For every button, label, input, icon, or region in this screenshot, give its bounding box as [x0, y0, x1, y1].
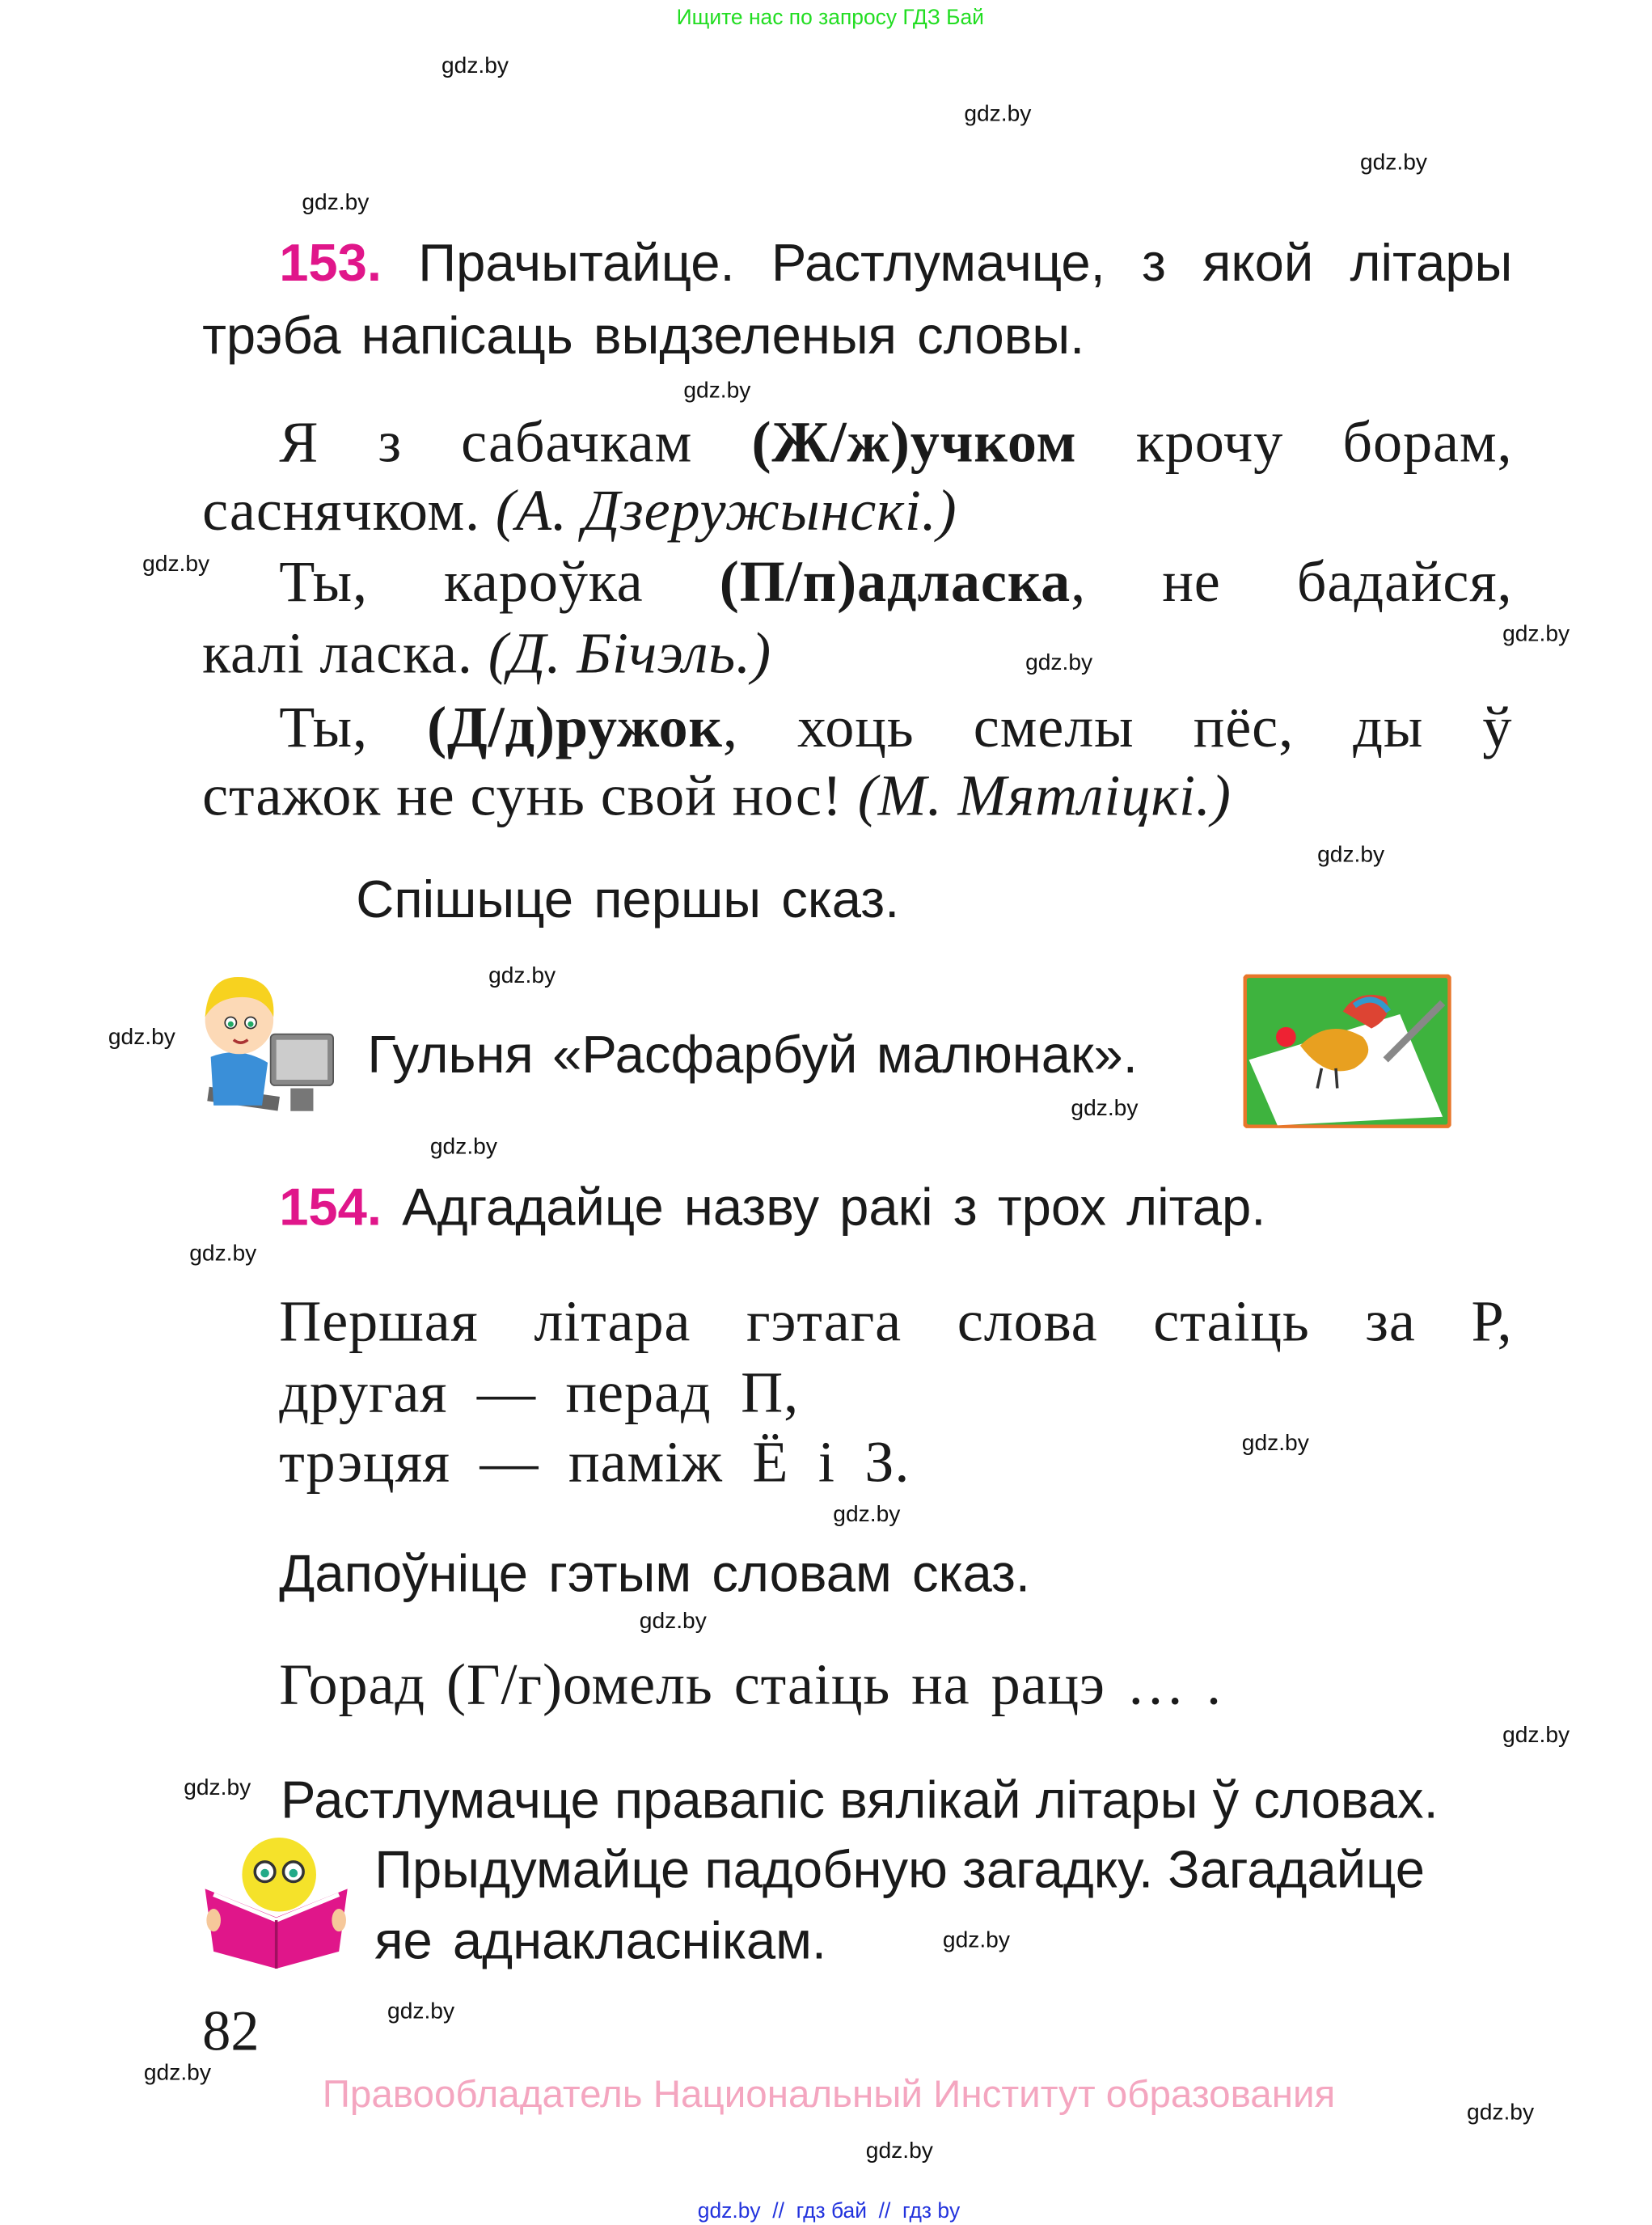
- text: калі ласка.: [202, 620, 488, 686]
- text: Ты, кароўка: [279, 548, 720, 615]
- poem-line: [279, 548, 1513, 615]
- watermark: gdz.by: [942, 1928, 1010, 1953]
- watermark: gdz.by: [683, 379, 751, 404]
- author: (Д. Бічэль.): [488, 620, 772, 686]
- watermark: gdz.by: [441, 53, 509, 78]
- header-promo[interactable]: Ищите нас по запросу ГДЗ Бай: [676, 6, 984, 30]
- poem-line: [202, 477, 957, 544]
- watermark: gdz.by: [1071, 1097, 1139, 1122]
- text: Ты,: [279, 693, 428, 759]
- watermark: gdz.by: [143, 2061, 211, 2086]
- text: крочу борам,: [1076, 408, 1513, 475]
- author: (М. Мятліцкі.): [857, 762, 1232, 828]
- exercise-number: 153.: [279, 233, 382, 293]
- text: , хоць смелы пёс, ды ў: [722, 693, 1513, 759]
- watermark: gdz.by: [639, 1610, 707, 1635]
- watermark: gdz.by: [1241, 1432, 1309, 1456]
- watermark: gdz.by: [184, 1776, 251, 1801]
- watermark: gdz.by: [833, 1503, 901, 1528]
- task-text: трэба напісаць выдзеленыя словы.: [202, 306, 1085, 365]
- watermark: gdz.by: [429, 1135, 497, 1160]
- text: Я з сабачкам: [279, 408, 752, 475]
- highlighted-word: (Ж/ж)учком: [751, 408, 1077, 475]
- task-text: Прачытайце. Растлумачце, з якой літары: [418, 233, 1513, 293]
- task-text: Адгадайце назву ракі з трох літар.: [402, 1178, 1266, 1237]
- create-task: яе аднакласнікам.: [374, 1911, 827, 1970]
- watermark: gdz.by: [1359, 150, 1427, 176]
- boy-computer-icon: [196, 975, 339, 1128]
- poem-line: [279, 408, 1513, 475]
- copyright-notice: Правообладатель Национальный Институт образования: [322, 2072, 1336, 2116]
- watermark: gdz.by: [1502, 1724, 1570, 1748]
- riddle-line: трэцяя — паміж Ё і З.: [279, 1428, 911, 1495]
- watermark: gdz.by: [488, 964, 556, 989]
- riddle-line: Першая літара гэтага слова стаіць за Р,: [279, 1288, 1513, 1354]
- watermark: gdz.by: [865, 2139, 933, 2164]
- exercise-153-task: [279, 235, 1512, 292]
- rooster-coloring-icon[interactable]: [1244, 975, 1451, 1128]
- watermark: gdz.by: [142, 552, 210, 577]
- highlighted-word: (Д/д)ружок: [427, 693, 723, 759]
- complete-task: Дапоўніце гэтым словам сказ.: [279, 1544, 1031, 1603]
- exercise-154-task: [279, 1179, 1265, 1236]
- watermark: gdz.by: [964, 102, 1032, 127]
- poem-line: [202, 620, 772, 686]
- text: стажок не сунь свой нос!: [202, 762, 858, 828]
- watermark: gdz.by: [302, 191, 370, 215]
- watermark: gdz.by: [1025, 650, 1093, 675]
- poem-line: [279, 695, 1512, 757]
- explain-task: Растлумачце правапіс вялікай літары ў словах.: [280, 1770, 1439, 1829]
- footer-links[interactable]: gdz.by // гдз бай // гдз by: [697, 2199, 961, 2224]
- watermark: gdz.by: [108, 1026, 175, 1051]
- write-task: Спішыце першы сказ.: [356, 870, 900, 929]
- watermark: gdz.by: [189, 1242, 257, 1267]
- riddle-line: другая — перад П,: [279, 1359, 800, 1425]
- watermark: gdz.by: [1502, 622, 1570, 647]
- text: , не бадайся,: [1071, 548, 1513, 615]
- author: (А. Дзеружынскі.): [495, 477, 957, 544]
- smiley-reading-book-icon: [200, 1832, 353, 1969]
- sentence: Горад (Г/г)омель стаіць на рацэ … .: [279, 1651, 1222, 1717]
- watermark: gdz.by: [1317, 843, 1385, 868]
- watermark: gdz.by: [1467, 2100, 1535, 2126]
- exercise-number: 154.: [279, 1178, 382, 1237]
- text: саснячком.: [202, 477, 496, 544]
- highlighted-word: (П/п)адласка: [719, 548, 1071, 615]
- game-title: Гульня «Расфарбуй малюнак».: [367, 1026, 1138, 1085]
- create-task: Прыдумайце падобную загадку. Загадайце: [374, 1840, 1425, 1899]
- watermark: gdz.by: [387, 1999, 455, 2024]
- poem-line: [202, 764, 1232, 826]
- page-number: 82: [202, 1998, 260, 2063]
